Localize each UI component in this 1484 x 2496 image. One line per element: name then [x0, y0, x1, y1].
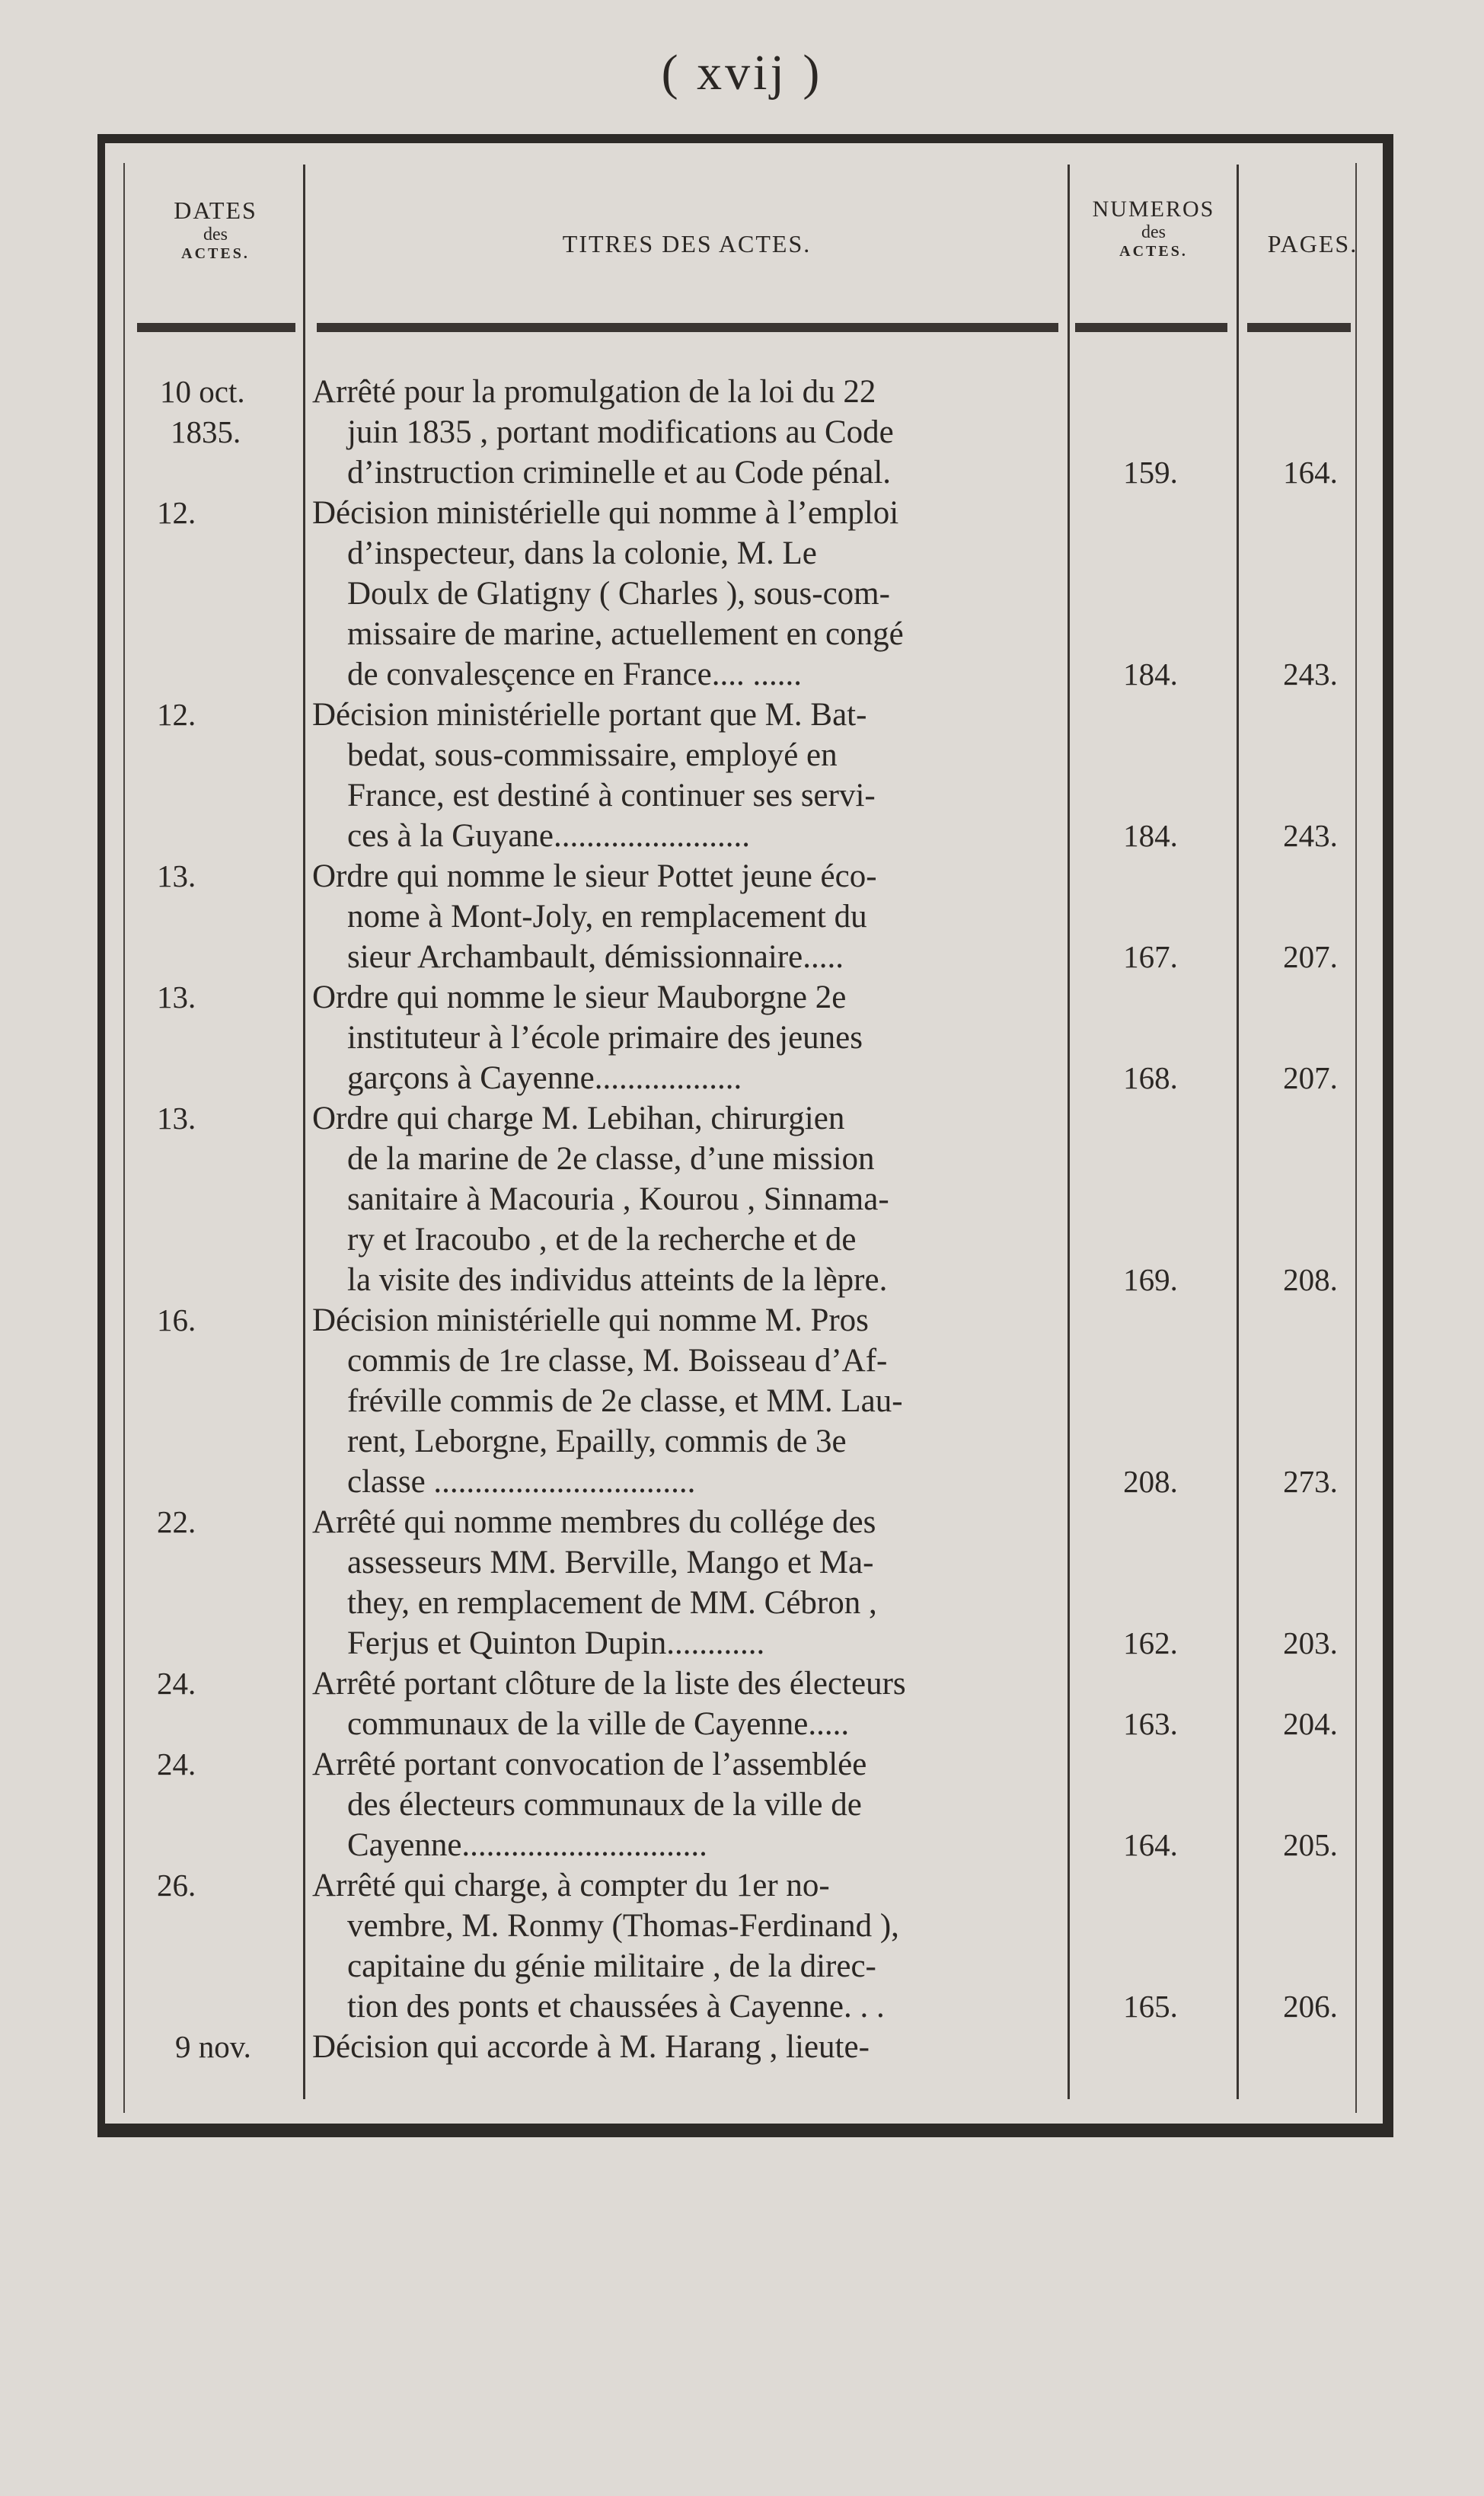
entry-title-line: classe ................................	[347, 1464, 696, 1500]
entry-date	[145, 1300, 305, 1341]
entry-page: 204.	[1283, 1706, 1338, 1741]
list-item	[0, 1502, 1484, 1663]
entry-title-line: Décision ministérielle qui nomme à l’emploi	[312, 495, 899, 531]
entry-title-line: Cayenne..............................	[347, 1827, 707, 1863]
list-item	[0, 1663, 1484, 1744]
entry-numero: 169.	[1123, 1262, 1178, 1297]
entry-numero: 164.	[1123, 1827, 1178, 1862]
list-item	[0, 1300, 1484, 1502]
entry-title	[312, 1663, 1064, 1744]
entry-title-line: garçons à Cayenne..................	[347, 1060, 742, 1096]
entry-date-line: 13.	[157, 858, 196, 893]
entry-numero: 184.	[1123, 657, 1178, 692]
list-item	[0, 1865, 1484, 2027]
entry-title-line: Arrêté portant convocation de l’assemblée	[312, 1747, 867, 1782]
entry-title-line: Décision ministérielle portant que M. Bat-	[312, 697, 867, 733]
entry-date-line: 13.	[157, 1101, 196, 1136]
header-numeros-line1: NUMEROS	[1092, 197, 1215, 222]
entry-title-line: assesseurs MM. Berville, Mango et Ma-	[347, 1545, 874, 1580]
entry-title-line: Arrêté portant clôture de la liste des électeurs	[312, 1666, 906, 1702]
entries-list	[0, 372, 1484, 2067]
entry-date	[145, 977, 305, 1018]
entry-date	[145, 372, 305, 452]
entry-title	[312, 856, 1064, 977]
header-dates-line1: DATES	[174, 197, 257, 224]
list-item	[0, 856, 1484, 977]
entry-page: 164.	[1283, 455, 1338, 490]
list-item	[0, 695, 1484, 856]
entry-title-line: Décision qui accorde à M. Harang , lieute-	[312, 2029, 870, 2065]
entry-date-line: 13.	[157, 980, 196, 1015]
entry-date	[145, 2027, 305, 2067]
entry-title-line: commis de 1re classe, M. Boisseau d’Af-	[347, 1343, 888, 1379]
entry-date-line: 1835.	[171, 414, 241, 449]
entry-title-line: de la marine de 2e classe, d’une mission	[347, 1141, 875, 1177]
header-pages-label: PAGES.	[1267, 230, 1358, 257]
entry-numero: 163.	[1123, 1706, 1178, 1741]
entry-numero: 167.	[1123, 939, 1178, 974]
entry-page: 207.	[1283, 939, 1338, 974]
entry-title-line: Ferjus et Quinton Dupin............	[347, 1625, 765, 1661]
entry-page: 207.	[1283, 1060, 1338, 1095]
entry-title-line: instituteur à l’école primaire des jeunes	[347, 1020, 863, 1056]
entry-date	[145, 1098, 305, 1139]
entry-title-line: de convalesçence en France.... ......	[347, 657, 802, 692]
entry-title-line: juin 1835 , portant modifications au Code	[347, 414, 894, 450]
entry-date	[145, 1744, 305, 1785]
entry-title	[312, 1300, 1064, 1502]
entry-title-line: Arrêté qui nomme membres du collége des	[312, 1504, 876, 1540]
entry-page: 203.	[1283, 1625, 1338, 1660]
entry-numero: 184.	[1123, 818, 1178, 853]
entry-title-line: ces à la Guyane........................	[347, 818, 750, 854]
list-item	[0, 372, 1484, 493]
entry-date	[145, 695, 305, 735]
entry-date-line: 26.	[157, 1868, 196, 1903]
entry-title-line: Décision ministérielle qui nomme M. Pros	[312, 1302, 869, 1338]
header-rule	[1075, 323, 1227, 332]
header-rule	[137, 323, 295, 332]
entry-numero: 162.	[1123, 1625, 1178, 1660]
entry-date-line: 16.	[157, 1302, 196, 1337]
entry-date	[145, 856, 305, 896]
entry-numero: 159.	[1123, 455, 1178, 490]
list-item	[0, 1098, 1484, 1300]
entry-date	[145, 1865, 305, 1906]
entry-title-line: vembre, M. Ronmy (Thomas-Ferdinand ),	[347, 1908, 899, 1944]
header-rule	[1247, 323, 1351, 332]
entry-title	[312, 372, 1064, 493]
entry-date	[145, 1502, 305, 1542]
entry-title-line: sanitaire à Macouria , Kourou , Sinnama-	[347, 1181, 889, 1217]
entry-date-line: 12.	[157, 495, 196, 530]
entry-title-line: they, en remplacement de MM. Cébron ,	[347, 1585, 877, 1621]
entry-date	[145, 493, 305, 533]
entry-page: 243.	[1283, 657, 1338, 692]
entry-title-line: France, est destiné à continuer ses servi-	[347, 778, 876, 813]
header-numeros-line2: des	[1141, 222, 1166, 242]
entry-date-line: 24.	[157, 1666, 196, 1701]
page-number: ( xvij )	[661, 45, 823, 101]
entry-page: 208.	[1283, 1262, 1338, 1297]
entry-title	[312, 1098, 1064, 1300]
header-numeros-line3: ACTES.	[1119, 243, 1188, 260]
entry-title	[312, 695, 1064, 856]
entry-date-line: 12.	[157, 697, 196, 732]
entry-title-line: Ordre qui nomme le sieur Pottet jeune éco-	[312, 858, 877, 894]
entry-title-line: d’instruction criminelle et au Code pénal.	[347, 455, 892, 491]
list-item	[0, 977, 1484, 1098]
entry-page: 273.	[1283, 1464, 1338, 1499]
entry-title-line: communaux de la ville de Cayenne.....	[347, 1706, 850, 1742]
entry-title	[312, 2027, 1064, 2067]
entry-page: 205.	[1283, 1827, 1338, 1862]
entry-numero: 165.	[1123, 1989, 1178, 2024]
entry-title-line: fréville commis de 2e classe, et MM. Lau-	[347, 1383, 903, 1419]
header-dates-line2: des	[203, 225, 228, 244]
header-rule	[317, 323, 1058, 332]
entry-title-line: ry et Iracoubo , et de la recherche et de	[347, 1222, 857, 1258]
header-titres-label: TITRES DES ACTES.	[562, 230, 812, 257]
entry-title-line: missaire de marine, actuellement en congé	[347, 616, 904, 652]
header-dates-line3: ACTES.	[181, 245, 250, 262]
entry-title-line: tion des ponts et chaussées à Cayenne. . .	[347, 1989, 885, 2025]
entry-page: 243.	[1283, 818, 1338, 853]
entry-title-line: Doulx de Glatigny ( Charles ), sous-com-	[347, 576, 890, 612]
entry-title-line: capitaine du génie militaire , de la direc-	[347, 1948, 876, 1984]
entry-title	[312, 977, 1064, 1098]
entry-title-line: rent, Leborgne, Epailly, commis de 3e	[347, 1424, 847, 1459]
entry-title-line: Arrêté pour la promulgation de la loi du 22	[312, 374, 876, 410]
header-dates	[131, 197, 300, 263]
entry-page: 206.	[1283, 1989, 1338, 2024]
entry-title-line: Ordre qui charge M. Lebihan, chirurgien	[312, 1101, 845, 1136]
entry-title	[312, 1502, 1064, 1663]
header-numeros	[1071, 197, 1237, 260]
entry-numero: 208.	[1123, 1464, 1178, 1499]
entry-title-line: d’inspecteur, dans la colonie, M. Le	[347, 535, 817, 571]
entry-title-line: la visite des individus atteints de la lèpre.	[347, 1262, 888, 1298]
list-item	[0, 1744, 1484, 1865]
entry-title-line: des électeurs communaux de la ville de	[347, 1787, 862, 1823]
entry-title-line: bedat, sous-commissaire, employé en	[347, 737, 838, 773]
entry-date	[145, 1663, 305, 1704]
entry-title-line: Arrêté qui charge, à compter du 1er no-	[312, 1868, 830, 1903]
header-pages	[1240, 230, 1386, 258]
entry-date-line: 22.	[157, 1504, 196, 1539]
list-item	[0, 2027, 1484, 2067]
entry-title-line: nome à Mont-Joly, en remplacement du	[347, 899, 867, 935]
entry-date-line: 24.	[157, 1747, 196, 1782]
entry-title	[312, 1865, 1064, 2027]
entry-title-line: Ordre qui nomme le sieur Mauborgne 2e	[312, 980, 847, 1015]
entry-title	[312, 493, 1064, 695]
entry-date-line: 10 oct.	[160, 374, 245, 409]
entry-date-line: 9 nov.	[175, 2029, 251, 2064]
header-titres	[306, 230, 1068, 258]
list-item	[0, 493, 1484, 695]
entry-numero: 168.	[1123, 1060, 1178, 1095]
entry-title-line: sieur Archambault, démissionnaire.....	[347, 939, 844, 975]
entry-title	[312, 1744, 1064, 1865]
